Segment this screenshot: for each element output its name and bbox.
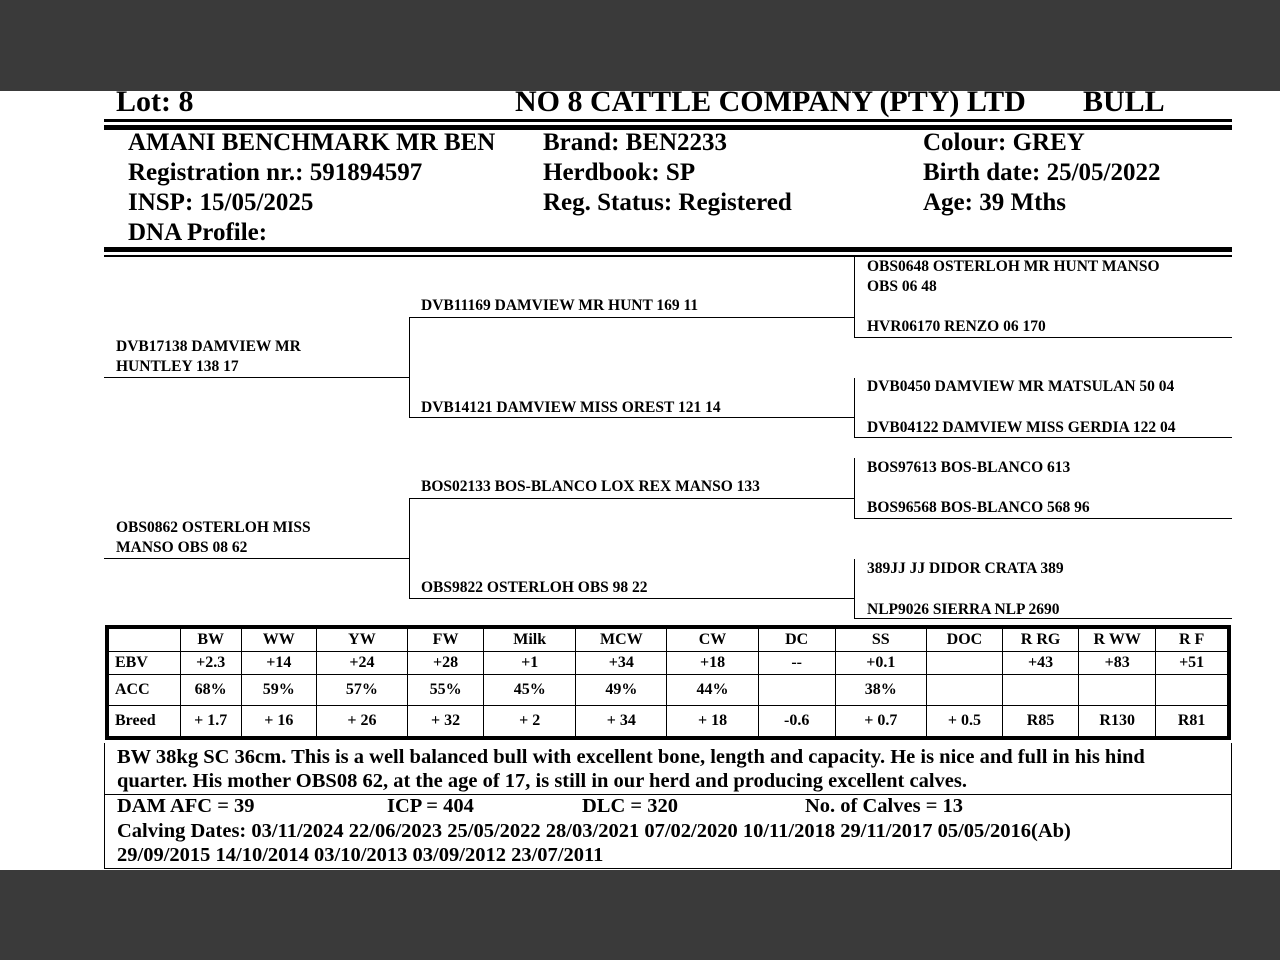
pedigree-sss: OBS0648 OSTERLOH MR HUNT MANSO OBS 06 48: [867, 258, 1160, 295]
pedigree-bracket-dd: [854, 559, 855, 619]
dna-profile: DNA Profile:: [128, 219, 268, 246]
ebv-header-cell: DOC: [926, 627, 1002, 652]
pedigree-line-dd: [409, 598, 854, 599]
ebv-cell: +0.1: [835, 652, 926, 675]
ebv-header-cell: YW: [316, 627, 407, 652]
pedigree-ssd: HVR06170 RENZO 06 170: [867, 318, 1046, 335]
ebv-cell: -0.6: [758, 706, 835, 739]
pedigree-line-dsd: [854, 518, 1232, 519]
ebv-cell: + 1.7: [180, 706, 241, 739]
ebv-cell: + 0.7: [835, 706, 926, 739]
ebv-cell: + 34: [576, 706, 667, 739]
pedigree-sdd: DVB04122 DAMVIEW MISS GERDIA 122 04: [867, 419, 1176, 436]
ebv-header-cell: R F: [1156, 627, 1229, 652]
birth-date: Birth date: 25/05/2022: [923, 159, 1161, 186]
ebv-cell: + 32: [408, 706, 484, 739]
ebv-cell: +34: [576, 652, 667, 675]
ebv-cell: +43: [1003, 652, 1079, 675]
animal-name: AMANI BENCHMARK MR BEN: [128, 129, 496, 156]
info-rule-top: [104, 247, 1232, 252]
ebv-cell: + 18: [667, 706, 758, 739]
pedigree-bracket-sire: [409, 317, 410, 418]
ebv-cell: R81: [1156, 706, 1229, 739]
ebv-cell: [1003, 675, 1079, 706]
pedigree-sire: DVB17138 DAMVIEW MR HUNTLEY 138 17: [116, 338, 301, 375]
pedigree-dam-dam: OBS9822 OSTERLOH OBS 98 22: [421, 579, 648, 596]
ebv-header-cell: SS: [835, 627, 926, 652]
brand: Brand: BEN2233: [543, 129, 728, 156]
ebv-row-acc: [107, 675, 1229, 706]
pedigree-line-sire: [104, 377, 409, 378]
ebv-header-cell: Milk: [484, 627, 576, 652]
registration-number: Registration nr.: 591894597: [128, 159, 423, 186]
pedigree-line-ss: [409, 317, 854, 318]
pedigree-bracket-ss: [854, 257, 855, 337]
ebv-cell: --: [758, 652, 835, 675]
ebv-cell: 55%: [408, 675, 484, 706]
ebv-cell: 59%: [241, 675, 316, 706]
ebv-cell: +14: [241, 652, 316, 675]
ebv-row-ebv: [107, 652, 1229, 675]
ebv-cell: +1: [484, 652, 576, 675]
ebv-table: [105, 625, 1231, 740]
ebv-cell: +18: [667, 652, 758, 675]
ebv-header-cell: FW: [408, 627, 484, 652]
ebv-row-breed: [107, 706, 1229, 739]
dam-calves-count: No. of Calves = 13: [805, 795, 964, 817]
ebv-cell: [1079, 675, 1156, 706]
ebv-cell: 49%: [576, 675, 667, 706]
ebv-cell: R130: [1079, 706, 1156, 739]
pedigree-dam: OBS0862 OSTERLOH MISS MANSO OBS 08 62: [116, 519, 311, 556]
ebv-cell: 68%: [180, 675, 241, 706]
ebv-cell: + 26: [316, 706, 407, 739]
pedigree-dam-sire: BOS02133 BOS-BLANCO LOX REX MANSO 133: [421, 478, 760, 495]
ebv-cell: +24: [316, 652, 407, 675]
pedigree-sire-sire: DVB11169 DAMVIEW MR HUNT 169 11: [421, 297, 699, 314]
pedigree-line-dam: [104, 558, 409, 559]
pedigree-dds: 389JJ JJ DIDOR CRATA 389: [867, 560, 1064, 577]
pedigree-sire-dam: DVB14121 DAMVIEW MISS OREST 121 14: [421, 399, 721, 416]
inspection-date: INSP: 15/05/2025: [128, 189, 314, 216]
registration-status: Reg. Status: Registered: [543, 189, 792, 216]
ebv-header-cell: WW: [241, 627, 316, 652]
ebv-header-cell: R RG: [1003, 627, 1079, 652]
ebv-header-cell: R WW: [1079, 627, 1156, 652]
ebv-cell: + 16: [241, 706, 316, 739]
animal-sex: BULL: [1083, 85, 1165, 118]
ebv-header-cell: DC: [758, 627, 835, 652]
ebv-cell: +83: [1079, 652, 1156, 675]
ebv-row-label: EBV: [107, 652, 180, 675]
ebv-header-cell: BW: [180, 627, 241, 652]
ebv-cell: + 2: [484, 706, 576, 739]
age: Age: 39 Mths: [923, 189, 1067, 216]
pedigree-sds: DVB0450 DAMVIEW MR MATSULAN 50 04: [867, 378, 1175, 395]
ebv-header-cell: CW: [667, 627, 758, 652]
ebv-header-cell: [107, 627, 180, 652]
ebv-cell: +28: [408, 652, 484, 675]
pedigree-dss: BOS97613 BOS-BLANCO 613: [867, 459, 1071, 476]
colour: Colour: GREY: [923, 129, 1085, 156]
ebv-cell: +51: [1156, 652, 1229, 675]
ebv-cell: [926, 675, 1002, 706]
pedigree-bracket-ds: [854, 458, 855, 518]
ebv-cell: R85: [1003, 706, 1079, 739]
pedigree-ddd: NLP9026 SIERRA NLP 2690: [867, 601, 1060, 618]
pedigree-bracket-sd: [854, 378, 855, 438]
dam-icp: ICP = 404: [387, 795, 474, 817]
ebv-header-cell: MCW: [576, 627, 667, 652]
lot-number: Lot: 8: [116, 85, 194, 118]
ebv-cell: + 0.5: [926, 706, 1002, 739]
catalogue-sheet: [0, 85, 1280, 870]
pedigree-bracket-dam: [409, 498, 410, 599]
pedigree-line-ssd: [854, 337, 1232, 338]
ebv-header-row: [107, 627, 1229, 652]
calving-dates-cont: 29/09/2015 14/10/2014 03/10/2013 03/09/2012 23/07/2011: [117, 844, 604, 866]
herdbook: Herdbook: SP: [543, 159, 696, 186]
ebv-cell: +2.3: [180, 652, 241, 675]
remarks-box: [104, 743, 1232, 869]
remarks-text: BW 38kg SC 36cm. This is a well balanced bull with excellent bone, length and capacity. He is nice and full in his hind quarter. His mother OBS08 62, at the age of 17, is still in our herd and producing excellent calves.: [117, 746, 1145, 792]
ebv-row-label: Breed: [107, 706, 180, 739]
ebv-cell: [758, 675, 835, 706]
dam-dlc: DLC = 320: [582, 795, 678, 817]
dam-afc: DAM AFC = 39: [117, 795, 255, 817]
calving-dates: Calving Dates: 03/11/2024 22/06/2023 25/05/2022 28/03/2021 07/02/2020 10/11/2018 29/11/2017 05/05/2016(Ab): [117, 820, 1071, 842]
ebv-cell: 57%: [316, 675, 407, 706]
pedigree-line-ds: [409, 498, 854, 499]
ebv-cell: 38%: [835, 675, 926, 706]
company-name: NO 8 CATTLE COMPANY (PTY) LTD: [515, 85, 1026, 118]
pedigree-dsd: BOS96568 BOS-BLANCO 568 96: [867, 499, 1090, 516]
ebv-cell: [926, 652, 1002, 675]
ebv-cell: [1156, 675, 1229, 706]
ebv-row-label: ACC: [107, 675, 180, 706]
ebv-cell: 45%: [484, 675, 576, 706]
ebv-cell: 44%: [667, 675, 758, 706]
header-rule-top: [104, 119, 1232, 122]
